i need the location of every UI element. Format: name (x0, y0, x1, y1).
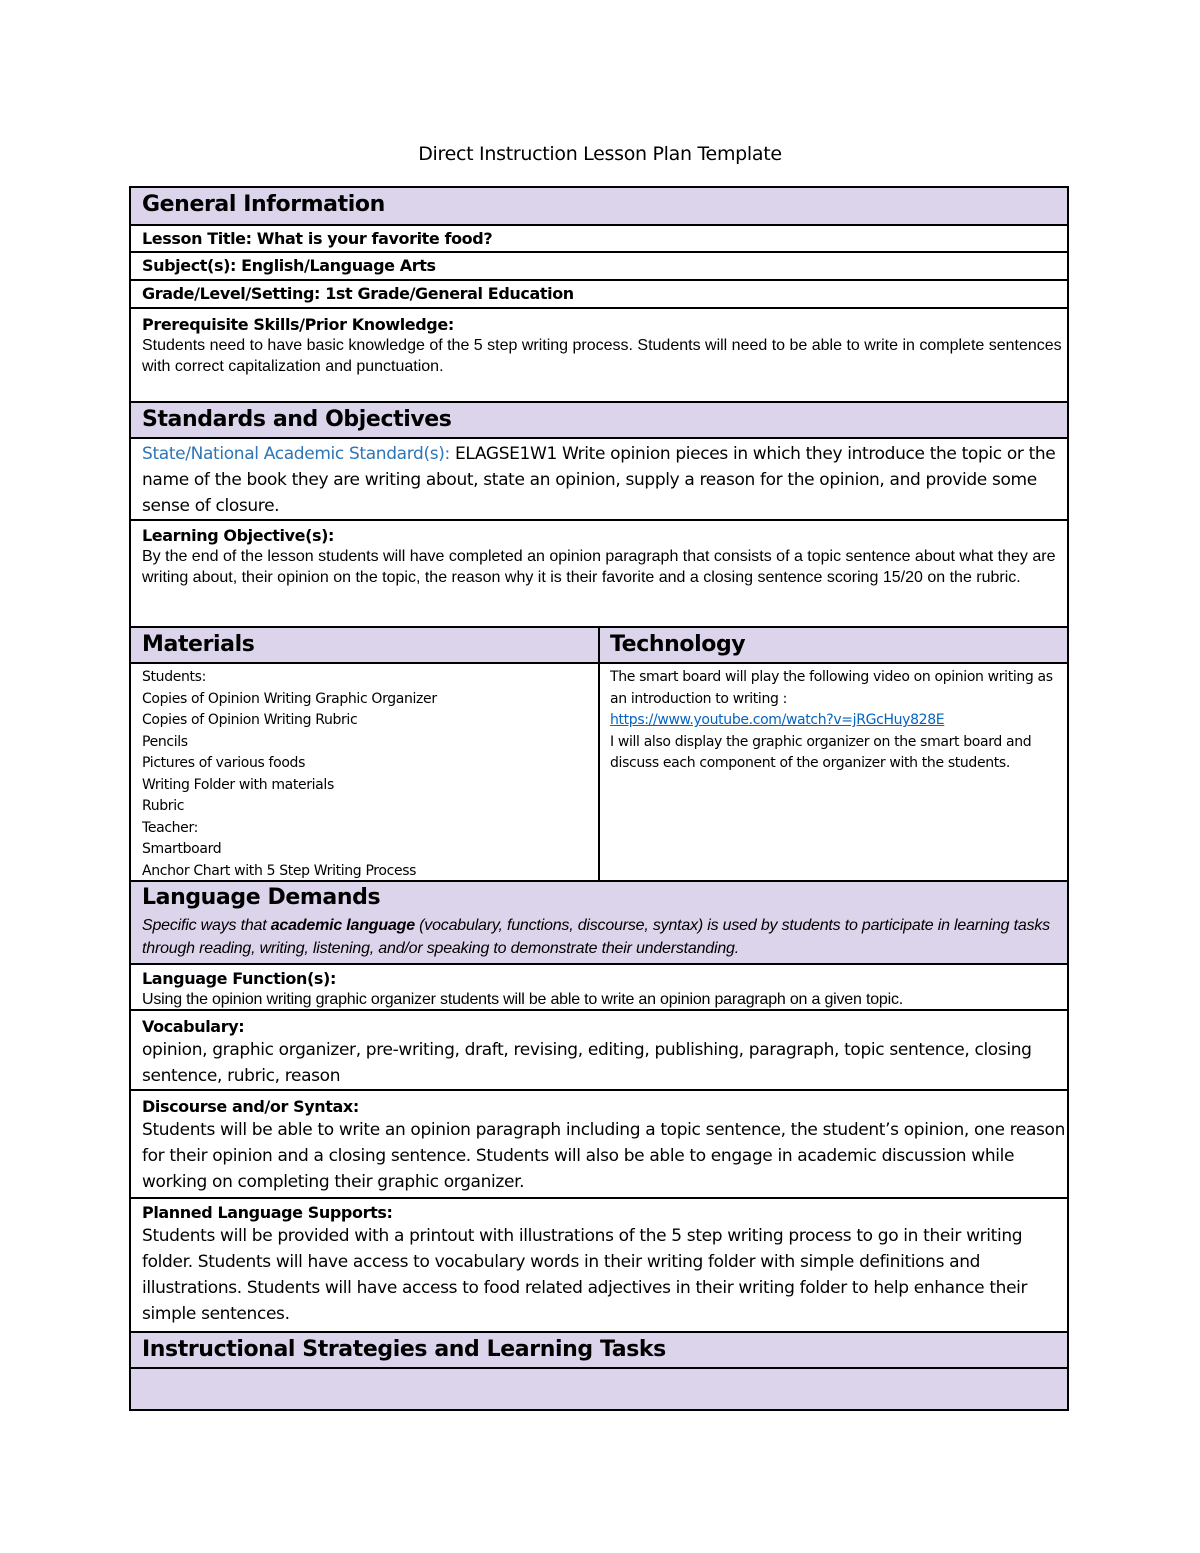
planned-language-supports-row (131, 1199, 1067, 1333)
vocabulary-label: Vocabulary: (142, 1017, 245, 1036)
technology-description (600, 664, 1067, 880)
lesson-plan-table (129, 186, 1069, 1411)
materials-technology-body (131, 664, 1067, 882)
section-general-information: General Information (131, 188, 1067, 226)
learning-objectives-row (131, 521, 1067, 628)
section-language-demands (131, 882, 1067, 965)
standard-text: ELAGSE1W1 Write opinion pieces in which they introduce the topic or the name of the book they are writing about, state an opinion, supply a reason for the opinion, and provide some sense of closure. (142, 444, 1056, 516)
discourse-text: Students will be able to write an opinion paragraph including a topic sentence, the student’s opinion, one reason for their opinion and a closing sentence. Students will also be able to engage in academic discussion while working on completing their graphic organizer. (142, 1120, 1066, 1192)
subjects-row: Subject(s): English/Language Arts (131, 253, 1067, 281)
standard-row (131, 439, 1067, 521)
materials-item: Anchor Chart with 5 Step Writing Process (142, 862, 417, 879)
desc-pre: Specific ways that (142, 917, 271, 934)
desc-post: (vocabulary, functions, discourse, syntax) is used by students to participate in learning tasks through reading, writing, listening, and/or speaking to demonstrate their understanding. (142, 917, 1050, 957)
standard-label: State/National Academic Standard(s): (142, 444, 450, 464)
language-function-row (131, 965, 1067, 1011)
materials-list (131, 664, 600, 880)
technology-text-intro: The smart board will play the following video on opinion writing as an introduction to writing : (610, 669, 1053, 707)
materials-technology-header (131, 628, 1067, 664)
vocabulary-text: opinion, graphic organizer, pre-writing, draft, revising, editing, publishing, paragraph, topic sentence, closing sentence, rubric, reason (142, 1040, 1032, 1086)
materials-item: Pencils (142, 733, 188, 750)
vocabulary-row (131, 1011, 1067, 1091)
learning-objective-label: Learning Objective(s): (142, 526, 335, 545)
technology-text-display: I will also display the graphic organizer on the smart board and discuss each component of the organizer with the students. (610, 733, 1032, 771)
prerequisite-skills-row (131, 309, 1067, 403)
video-link[interactable]: https://www.youtube.com/watch?v=jRGcHuy828E (610, 712, 945, 728)
prerequisite-text: Students need to have basic knowledge of the 5 step writing process. Students will need to be able to write in complete sentences with correct capitalization and punctuation. (142, 337, 1062, 375)
language-demands-heading: Language Demands (142, 885, 381, 910)
grade-level-setting-row: Grade/Level/Setting: 1st Grade/General Education (131, 281, 1067, 309)
materials-item: Teacher: (142, 819, 198, 836)
materials-item: Copies of Opinion Writing Graphic Organizer (142, 690, 437, 707)
materials-item: Copies of Opinion Writing Rubric (142, 712, 358, 728)
lesson-title-row: Lesson Title: What is your favorite food? (131, 226, 1067, 253)
materials-item: Smartboard (142, 841, 222, 857)
supports-label: Planned Language Supports: (142, 1203, 393, 1222)
document-title: Direct Instruction Lesson Plan Template (418, 143, 782, 165)
language-function-label: Language Function(s): (142, 969, 336, 988)
discourse-syntax-row (131, 1091, 1067, 1199)
materials-item: Writing Folder with materials (142, 776, 334, 793)
instructional-strategies-body (131, 1369, 1067, 1409)
desc-academic-language: academic language (270, 917, 415, 934)
materials-item: Pictures of various foods (142, 755, 306, 771)
section-instructional-strategies: Instructional Strategies and Learning Tasks (131, 1333, 1067, 1369)
learning-objective-text: By the end of the lesson students will have completed an opinion paragraph that consists of a topic sentence about what they are writing about, their opinion on the topic, the reason why it is their favorite and a closing sentence scoring 15/20 on the rubric. (142, 548, 1056, 586)
section-standards-objectives: Standards and Objectives (131, 403, 1067, 439)
materials-heading: Materials (131, 628, 600, 662)
prerequisite-label: Prerequisite Skills/Prior Knowledge: (142, 315, 454, 334)
language-demands-description (142, 914, 1067, 960)
materials-item: Rubric (142, 798, 185, 814)
technology-heading: Technology (610, 632, 746, 657)
discourse-label: Discourse and/or Syntax: (142, 1097, 359, 1116)
language-function-text: Using the opinion writing graphic organizer students will be able to write an opinion paragraph on a given topic. (142, 991, 903, 1008)
supports-text: Students will be provided with a printout with illustrations of the 5 step writing process to go in their writing folder. Students will have access to vocabulary words in their writing folder with simple definitions and illustrations. Students will have access to food related adjectives in their writing folder to help enhance their simple sentences. (142, 1226, 1028, 1324)
materials-item: Students: (142, 669, 206, 685)
